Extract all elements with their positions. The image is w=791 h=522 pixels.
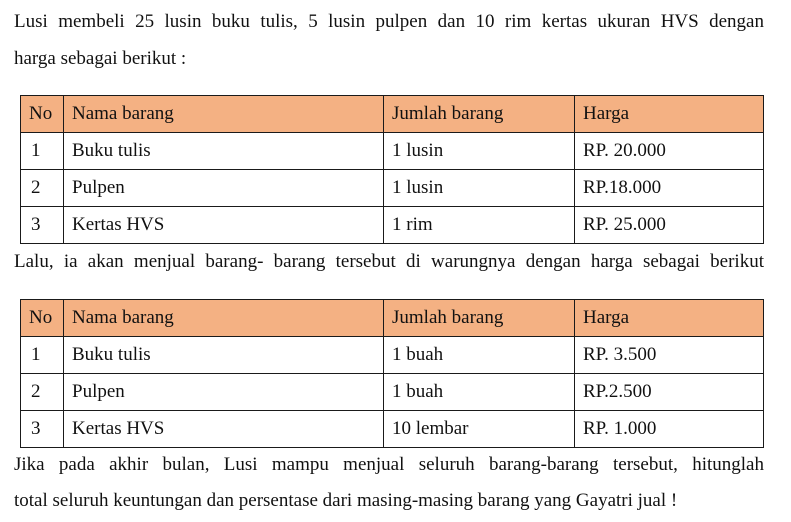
table-header-row	[21, 300, 764, 337]
table-row	[21, 374, 764, 411]
cell-jumlah-barang: 1 lusin	[384, 133, 575, 170]
cell-harga: RP.18.000	[575, 170, 764, 207]
cell-no: 1	[21, 133, 64, 170]
middle-line: Lalu, ia akan menjual barang- barang tersebut di warungnya dengan harga sebagai berikut	[14, 251, 764, 272]
header-no: No	[21, 300, 64, 337]
cell-no: 3	[21, 411, 64, 448]
table-row	[21, 170, 764, 207]
header-nama-barang: Nama barang	[64, 300, 384, 337]
cell-no: 1	[21, 337, 64, 374]
table-row	[21, 207, 764, 244]
cell-harga: RP. 3.500	[575, 337, 764, 374]
cell-jumlah-barang: 1 lusin	[384, 170, 575, 207]
cell-harga: RP.2.500	[575, 374, 764, 411]
cell-jumlah-barang: 1 rim	[384, 207, 575, 244]
question-line-1: Jika pada akhir bulan, Lusi mampu menjual seluruh barang-barang tersebut, hitunglah	[14, 454, 764, 475]
cell-no: 3	[21, 207, 64, 244]
cell-no: 2	[21, 374, 64, 411]
cell-harga: RP. 25.000	[575, 207, 764, 244]
cell-nama-barang: Buku tulis	[64, 337, 384, 374]
cell-nama-barang: Pulpen	[64, 374, 384, 411]
header-harga: Harga	[575, 300, 764, 337]
intro-line-2: harga sebagai berikut :	[14, 48, 187, 69]
cell-harga: RP. 20.000	[575, 133, 764, 170]
table-row	[21, 411, 764, 448]
selling-table	[20, 299, 764, 448]
cell-no: 2	[21, 170, 64, 207]
table-row	[21, 337, 764, 374]
purchase-table	[20, 95, 764, 244]
cell-nama-barang: Kertas HVS	[64, 411, 384, 448]
cell-nama-barang: Kertas HVS	[64, 207, 384, 244]
cell-jumlah-barang: 1 buah	[384, 337, 575, 374]
table-header-row	[21, 96, 764, 133]
cell-nama-barang: Buku tulis	[64, 133, 384, 170]
question-line-2: total seluruh keuntungan dan persentase dari masing-masing barang yang Gayatri jual !	[14, 490, 678, 511]
header-nama-barang: Nama barang	[64, 96, 384, 133]
table-row	[21, 133, 764, 170]
cell-jumlah-barang: 1 buah	[384, 374, 575, 411]
cell-nama-barang: Pulpen	[64, 170, 384, 207]
header-jumlah-barang: Jumlah barang	[384, 300, 575, 337]
cell-jumlah-barang: 10 lembar	[384, 411, 575, 448]
header-no: No	[21, 96, 64, 133]
cell-harga: RP. 1.000	[575, 411, 764, 448]
header-harga: Harga	[575, 96, 764, 133]
intro-line-1: Lusi membeli 25 lusin buku tulis, 5 lusin pulpen dan 10 rim kertas ukuran HVS dengan	[14, 11, 764, 32]
header-jumlah-barang: Jumlah barang	[384, 96, 575, 133]
